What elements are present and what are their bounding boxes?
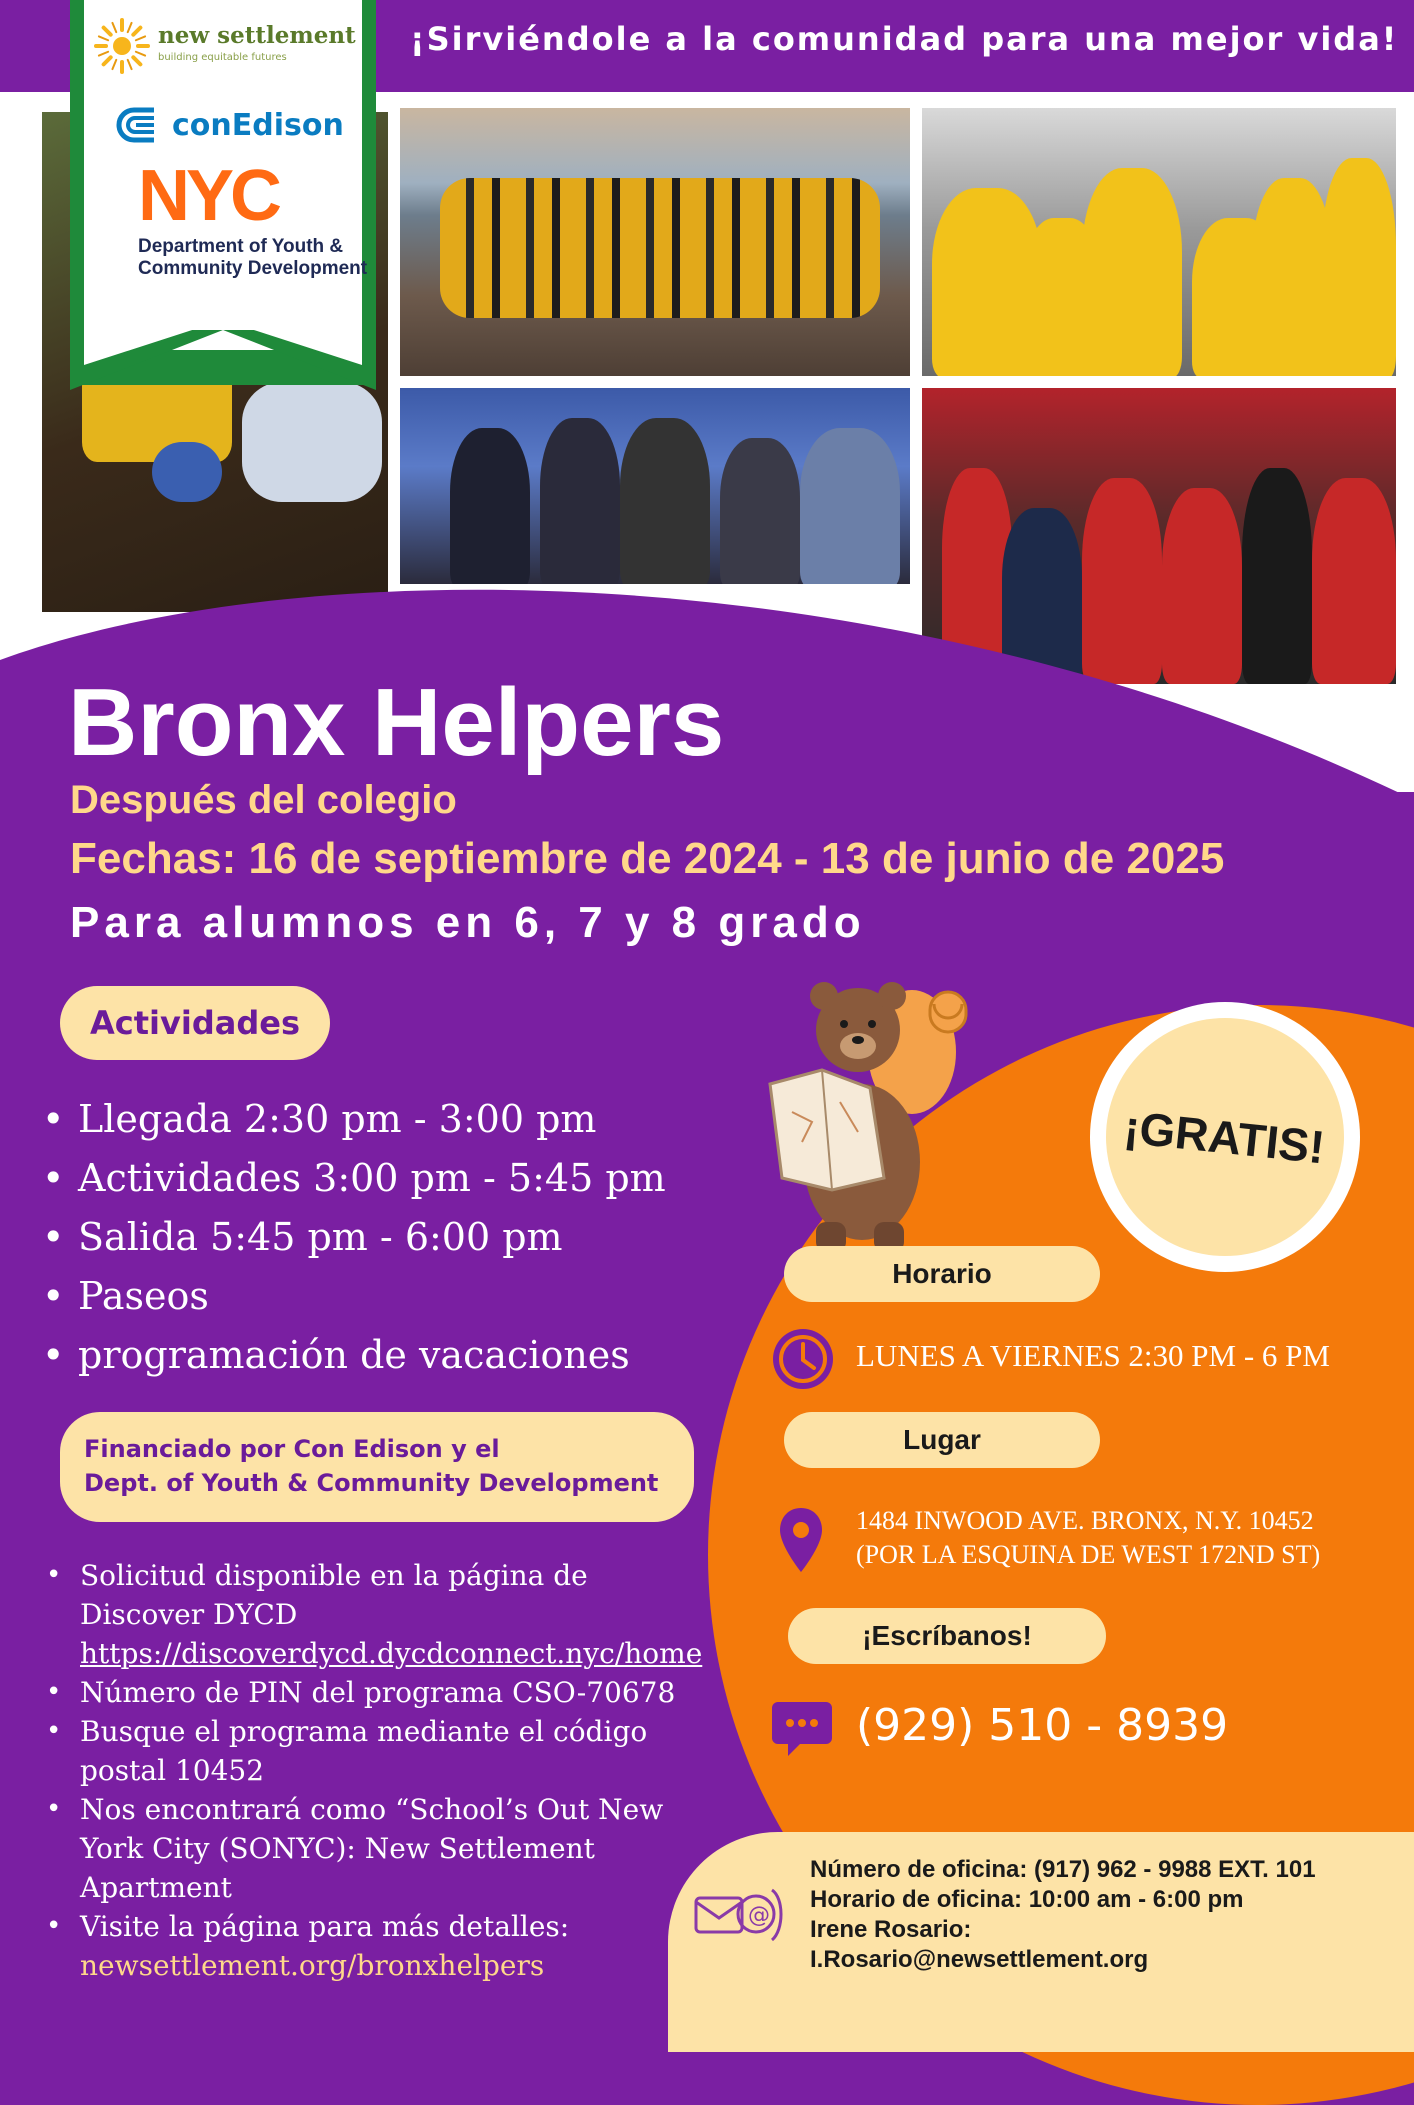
funding-line-2: Dept. of Youth & Community Development [84, 1469, 659, 1497]
list-item: • Llegada 2:30 pm - 3:00 pm [40, 1090, 666, 1149]
svg-text:@: @ [748, 1903, 770, 1928]
contact-heading: ¡Escríbanos! [788, 1608, 1106, 1664]
page-title: Bronx Helpers [68, 669, 725, 776]
schedule-heading: Horario [784, 1246, 1100, 1302]
chat-bubble-icon [770, 1698, 834, 1758]
conedison-logo-text: conEdison [172, 108, 344, 143]
contact-name: Irene Rosario: [810, 1916, 972, 1943]
phone-number[interactable]: (929) 510 - 8939 [856, 1700, 1229, 1751]
free-badge [1106, 1018, 1344, 1256]
sun-logo-icon [92, 16, 152, 76]
new-settlement-logo-text: new settlement [158, 22, 356, 49]
list-item: • Nos encontrará como “School’s Out New York City (SONYC): New Settlement Apartment [44, 1790, 704, 1907]
email-phone-icon [692, 1880, 792, 1960]
activities-heading: Actividades [60, 986, 330, 1060]
address-line-1: 1484 INWOOD AVE. BRONX, N.Y. 10452 [856, 1506, 1314, 1535]
info-list [44, 1556, 704, 1985]
photo-fence-group [400, 388, 910, 584]
location-heading: Lugar [784, 1412, 1100, 1468]
office-phone: Número de oficina: (917) 962 - 9988 EXT. 101 [810, 1856, 1316, 1883]
list-item [44, 1556, 704, 1673]
discover-dycd-link[interactable]: https://discoverdycd.dycdconnect.nyc/home [80, 1637, 703, 1670]
list-item: • Salida 5:45 pm - 6:00 pm [40, 1208, 666, 1267]
grade-levels: Para alumnos en 6, 7 y 8 grado [70, 898, 866, 947]
funding-line-1: Financiado por Con Edison y el [84, 1435, 500, 1463]
location-pin-icon [778, 1506, 824, 1574]
address-line-2: (POR LA ESQUINA DE WEST 172ND ST) [856, 1540, 1321, 1569]
tagline: ¡Sirviéndole a la comunidad para una mejor vida! [410, 20, 1399, 58]
funding-note [60, 1412, 694, 1522]
bronxhelpers-link[interactable]: newsettlement.org/bronxhelpers [80, 1949, 545, 1982]
list-item: • Busque el programa mediante el código postal 10452 [44, 1712, 704, 1790]
conedison-logo-icon [114, 104, 168, 146]
info-visit-text: Visite la página para más detalles: [80, 1910, 570, 1943]
subtitle: Después del colegio [70, 778, 457, 822]
list-item: • programación de vacaciones [40, 1326, 666, 1385]
list-item: • Actividades 3:00 pm - 5:45 pm [40, 1149, 666, 1208]
program-dates: Fechas: 16 de septiembre de 2024 - 13 de junio de 2025 [70, 834, 1225, 883]
schedule-text: LUNES A VIERNES 2:30 PM - 6 PM [856, 1338, 1330, 1373]
new-settlement-logo-subtext: building equitable futures [158, 52, 287, 63]
info-application-text: Solicitud disponible en la página de Discover DYCD [80, 1559, 588, 1631]
bear-explorer-icon [762, 972, 982, 1254]
contact-email[interactable]: I.Rosario@newsettlement.org [810, 1946, 1149, 1973]
office-hours: Horario de oficina: 10:00 am - 6:00 pm [810, 1886, 1244, 1913]
photo-yellow-shirts [922, 108, 1396, 376]
free-badge-text: ¡GRATIS! [1122, 1100, 1328, 1174]
nyc-logo-text: NYC [138, 156, 279, 236]
list-item: • Paseos [40, 1267, 666, 1326]
dycd-logo-text: Department of Youth & Community Development [138, 236, 368, 279]
photo-waterfront-group [400, 108, 910, 376]
list-item: • Número de PIN del programa CSO-70678 [44, 1673, 704, 1712]
activities-list [40, 1090, 666, 1385]
list-item [44, 1907, 704, 1985]
banner-notch [84, 320, 362, 365]
clock-icon [770, 1326, 836, 1392]
